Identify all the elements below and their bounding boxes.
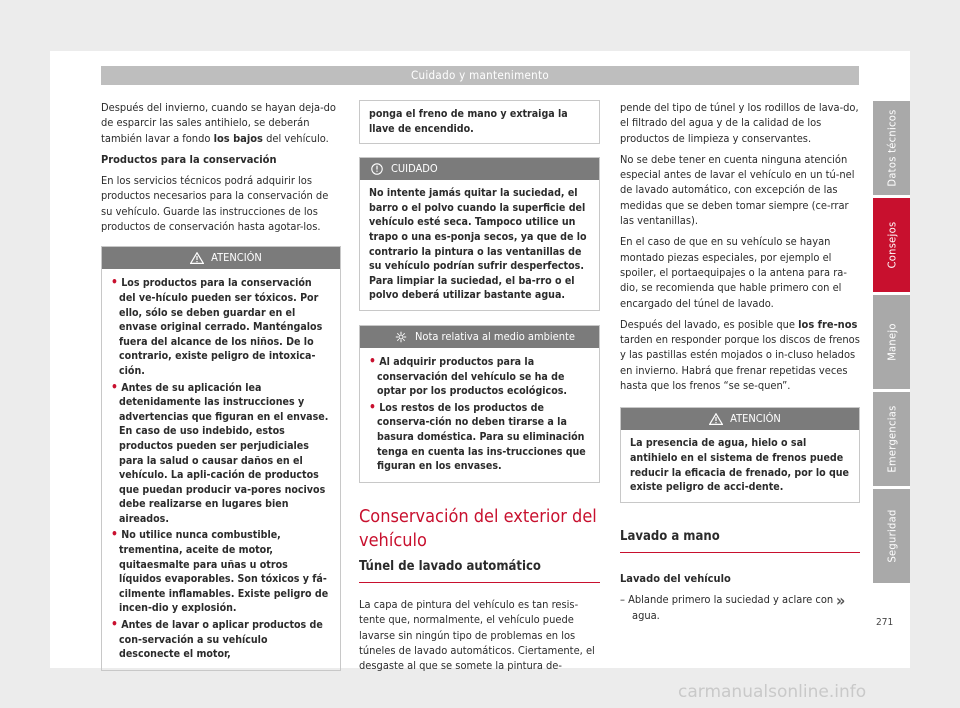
tab-seguridad[interactable]: Seguridad	[873, 489, 910, 583]
caution-box: CUIDADO No intente jamás quitar la suciedad, el barro o el polvo cuando la superficie del vehículo esté seca. Tampoco utilice un trapo o una es-ponja secos, ya que de lo contrario la pintura o las ventanillas de su vehículo podrían sufrir desperfectos. Para limpiar la suciedad, el ba-rro o el polvo deberá utilizar bastante agua.	[359, 157, 600, 311]
intro-paragraph: Después del invierno, cuando se hayan deja-do de esparcir las sales antihielo, se deberán también lavar a fondo los bajos del vehículo.	[101, 101, 336, 145]
watermark: carmanualsonline.info	[678, 682, 867, 702]
tab-datos-tecnicos[interactable]: Datos técnicos	[873, 101, 910, 195]
warning-label: ATENCIÓN	[730, 412, 781, 426]
environment-note-box	[359, 325, 600, 483]
section-title: Conservación del exterior del vehículo	[359, 505, 597, 551]
warning-label: ATENCIÓN	[211, 251, 262, 265]
warning-box: ATENCIÓN La presencia de agua, hielo o sal antihielo en el sistema de frenos puede reducir la eficacia de frenado, por lo que existe peligro de acci-dente.	[620, 407, 860, 502]
paragraph: No se debe tener en cuenta ninguna atención especial antes de lavar el vehículo en un tú-nel de lavado automático, con excepción de las medidas que se deben tomar siempre (ce-rrar las ventanillas).	[620, 152, 855, 228]
brakes-paragraph: Después del lavado, es posible que los fre-nos tarden en responder porque los discos de frenos y las pastillas estén mojados o in-cluso helados en invierno. Habrá que frenar repetidas veces hasta que los frenos “se se-quen”.	[620, 317, 860, 393]
tab-emergencias[interactable]: Emergencias	[873, 392, 910, 486]
list-item: • Antes de su aplicación lea detenidamente las instrucciones y advertencias que figuran en el envase. En caso de uso indebido, estos productos pueden ser perjudiciales para la salud o causar daños en el vehículo. La apli-cación de productos que puedan producir va-pores nocivos debe realizarse en lugares bien aireados.	[111, 379, 329, 525]
tab-consejos[interactable]: Consejos	[873, 198, 910, 292]
paragraph: pende del tipo de túnel y los rodillos de lava-do, el filtrado del agua y de la calidad de los productos de limpieza y conservantes.	[620, 101, 859, 145]
list-item: • Al adquirir productos para la conservación del vehículo se ha de optar por los productos ecológicos.	[369, 353, 568, 398]
products-paragraph: En los servicios técnicos podrá adquirir los productos necesarios para la conservación de su vehículo. Guarde las instrucciones de los productos de conservación hasta agotar-los.	[101, 174, 329, 234]
column-1	[101, 100, 341, 671]
column-2	[359, 100, 600, 679]
warning-triangle-icon	[190, 252, 204, 264]
caution-label: CUIDADO	[391, 162, 438, 176]
warning-continuation-box: ponga el freno de mano y extraiga la llave de encendido.	[359, 100, 600, 144]
column-3	[620, 100, 860, 629]
tab-manejo[interactable]: Manejo	[873, 295, 910, 389]
list-item: – Ablande primero la suciedad y aclare con agua.	[620, 593, 834, 622]
warning-box	[101, 246, 341, 670]
list-item: • Antes de lavar o aplicar productos de con-servación a su vehículo desconecte el motor,	[111, 617, 323, 661]
hand-wash-title: Lavado a mano	[620, 529, 860, 553]
environment-label: Nota relativa al medio ambiente	[415, 329, 575, 343]
list-item: • No utilice nunca combustible, trementina, aceite de motor, quitaesmalte para uñas u otros líquidos evaporables. Son tóxicos y fá-cilmente inflamables. Existe peligro de incen-dio y explosión.	[111, 527, 329, 615]
info-circle-icon	[370, 163, 384, 175]
section-subtitle: Túnel de lavado automático	[359, 559, 600, 583]
products-title: Productos para la conservación	[101, 152, 277, 166]
carwash-paragraph: La capa de pintura del vehículo es tan resis-tente que, normalmente, el vehículo puede lavarse sin ningún tipo de problemas en los túneles de lavado automáticos. Ciertamente, el desgaste al que se somete la pintura de-	[359, 597, 595, 673]
list-item: • Los productos para la conservación del ve-hículo pueden ser tóxicos. Por ello, sólo se deben guardar en el envase original cerrado. Manténgalos fuera del alcance de los niños. De lo contrario, existe peligro de intoxica-ción.	[111, 275, 323, 377]
paragraph: En el caso de que en su vehículo se hayan montado piezas especiales, por ejemplo el spoiler, el portaequipajes o la antena para ra-dio, se recomienda que hable primero con el encargado del túnel de lavado.	[620, 235, 847, 310]
page-number: 271	[876, 617, 894, 628]
list-item: • Los restos de los productos de conserva-ción no deben tirarse a la basura doméstica. Para su eliminación tenga en cuenta las ins-trucciones que figuran en los envases.	[369, 399, 586, 473]
continued-marker: »	[836, 591, 846, 610]
warning-triangle-icon	[709, 413, 723, 425]
hand-wash-subtitle: Lavado del vehículo	[620, 572, 731, 586]
environment-icon	[394, 331, 408, 343]
page-header: Cuidado y mantenimento	[101, 66, 859, 85]
